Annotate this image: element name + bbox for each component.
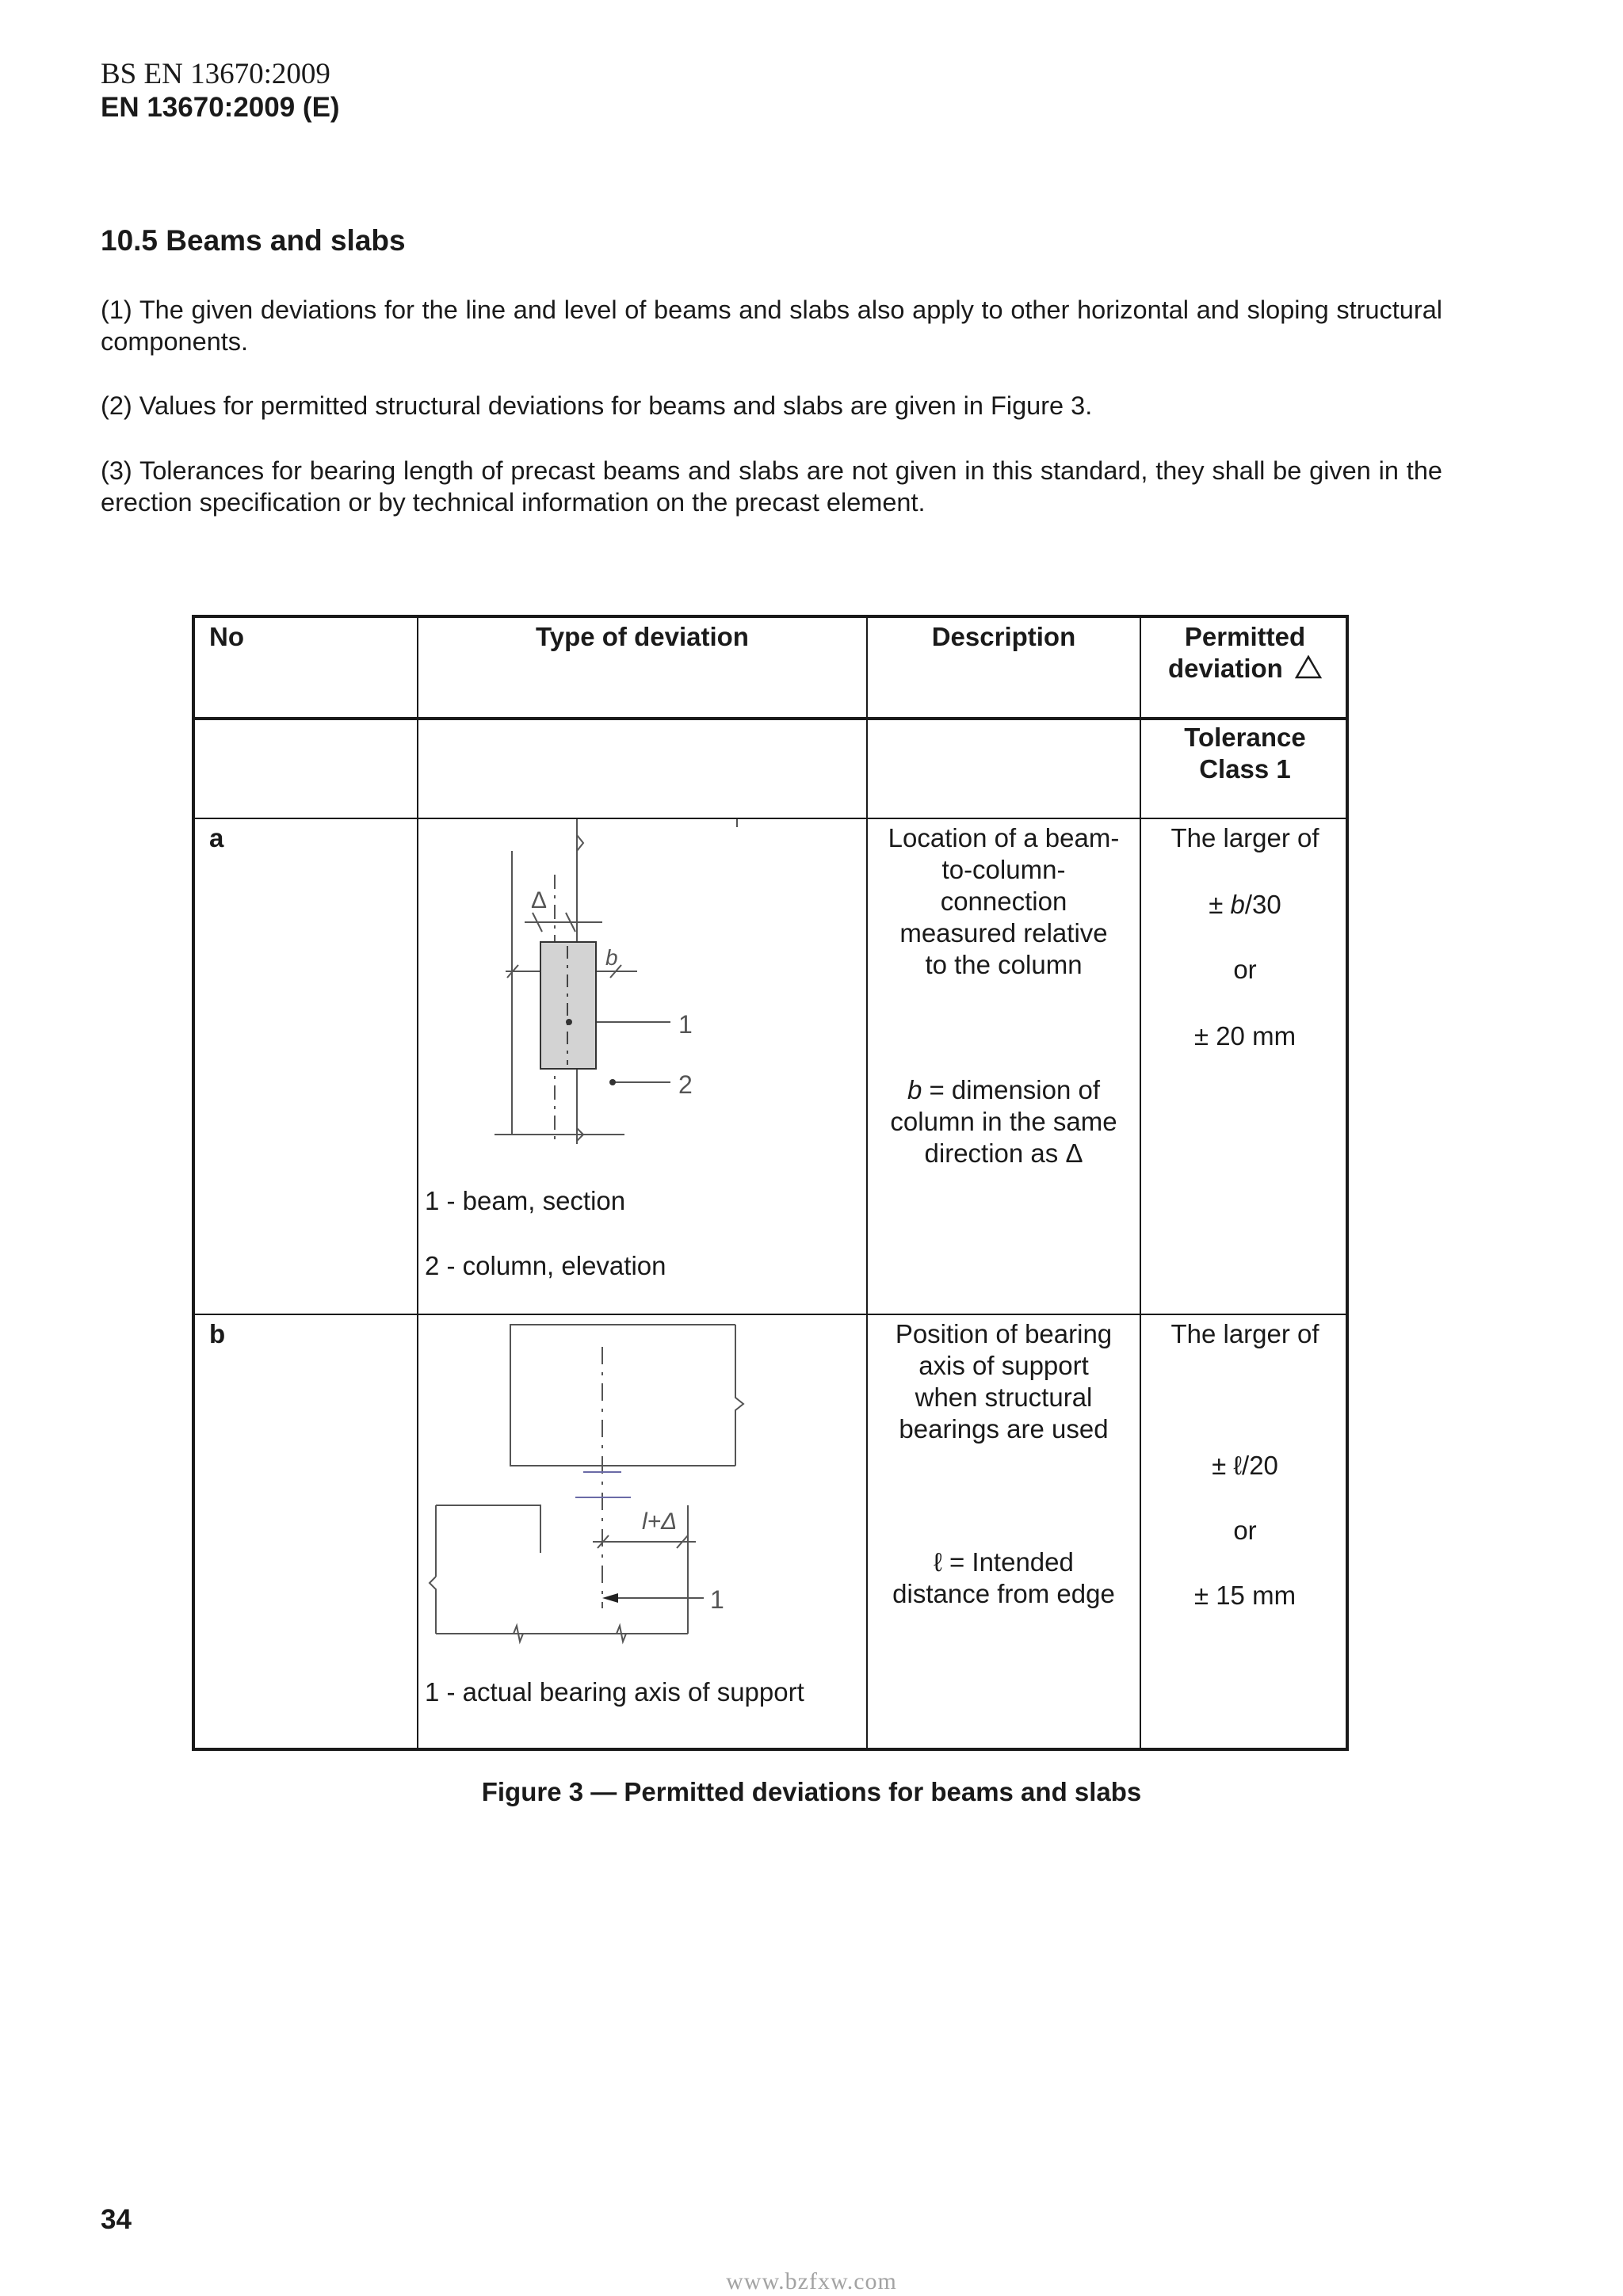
callout-1-label: 1 xyxy=(678,1010,693,1039)
row-b-legend-1: 1 - actual bearing axis of support xyxy=(425,1677,804,1707)
header-type-of-deviation: Type of deviation xyxy=(536,622,749,651)
paragraph-3: (3) Tolerances for bearing length of precast beams and slabs are not given in this standard, they shall be given in the erection specification or by technical information on the precast element. xyxy=(101,456,1442,517)
row-b-no: b xyxy=(209,1319,226,1348)
callout-1-label: 1 xyxy=(710,1585,724,1614)
row-a-b30 xyxy=(1141,889,1349,921)
note-text: = dimension of xyxy=(922,1075,1101,1104)
l-plus-delta-label: l+Δ xyxy=(642,1508,678,1535)
header-permitted-line1: Permitted xyxy=(1184,622,1306,651)
row-a-20mm: ± 20 mm xyxy=(1193,1021,1296,1051)
header-tolerance-class xyxy=(1141,722,1349,785)
header-description: Description xyxy=(931,622,1076,651)
row-b-note-line: distance from edge xyxy=(892,1579,1115,1608)
b-variable: b xyxy=(907,1075,922,1104)
row-a-larger-of: The larger of xyxy=(1170,823,1319,852)
row-a-legend-2: 2 - column, elevation xyxy=(425,1251,666,1280)
paragraph-1: (1) The given deviations for the line and level of beams and slabs also apply to other horizontal and sloping structural components. xyxy=(101,296,1442,356)
row-b-or: or xyxy=(1233,1516,1257,1545)
header-permitted-line2-wrap xyxy=(1141,653,1349,685)
row-a-desc-line: Location of a beam- xyxy=(888,823,1120,852)
header-tolerance-line2: Class 1 xyxy=(1199,754,1291,784)
standard-id-subheader: EN 13670:2009 (E) xyxy=(101,92,340,123)
header-permitted-deviation xyxy=(1141,621,1349,685)
pm-sign: ± xyxy=(1209,890,1231,919)
row-b-description-note xyxy=(868,1547,1140,1610)
beam-column-connection-diagram xyxy=(418,819,865,1310)
row-b-desc-line: bearings are used xyxy=(899,1414,1109,1444)
paragraph-2: (2) Values for permitted structural deviations for beams and slabs are given in Figure 3. xyxy=(101,391,1093,420)
header-no: No xyxy=(209,622,244,651)
row-a-note-line: direction as Δ xyxy=(924,1138,1083,1168)
row-a-legend-1: 1 - beam, section xyxy=(425,1186,626,1215)
header-tolerance-line1: Tolerance xyxy=(1184,723,1306,752)
deviations-table xyxy=(192,615,1349,1751)
section-title: 10.5 Beams and slabs xyxy=(101,224,406,257)
row-b-desc-line: Position of bearing xyxy=(895,1319,1113,1348)
header-divider xyxy=(195,717,1346,720)
row-a-note-line: column in the same xyxy=(890,1107,1117,1136)
row-b-l20: ± ℓ/20 xyxy=(1212,1451,1278,1480)
callout-2-label: 2 xyxy=(678,1070,693,1099)
row-b-note-line: ℓ = Intended xyxy=(934,1547,1074,1577)
b-label: b xyxy=(605,945,618,970)
figure-caption: Figure 3 — Permitted deviations for beams and slabs xyxy=(481,1777,1142,1806)
bearing-axis-diagram xyxy=(418,1315,865,1680)
row-b-15mm: ± 15 mm xyxy=(1193,1581,1296,1610)
row-a-description xyxy=(868,822,1140,981)
standard-id-header: BS EN 13670:2009 xyxy=(101,58,330,90)
row-a-no: a xyxy=(209,823,224,852)
delta-triangle-icon xyxy=(1295,655,1322,679)
row-a-description-note xyxy=(868,1074,1140,1169)
pm-rest: /30 xyxy=(1244,890,1281,919)
page-number: 34 xyxy=(101,2204,132,2235)
row-a-desc-line: measured relative xyxy=(899,918,1108,948)
row-a-desc-line: to the column xyxy=(925,950,1083,979)
b-variable: b xyxy=(1230,890,1245,919)
row-b-desc-line: when structural xyxy=(915,1383,1093,1412)
row-b-description xyxy=(868,1318,1140,1445)
delta-label: Δ xyxy=(531,887,548,913)
row-a-note-line xyxy=(868,1074,1140,1106)
header-permitted-line2: deviation xyxy=(1167,654,1283,683)
row-a-desc-line: to-column- xyxy=(941,855,1066,884)
row-a-desc-line: connection xyxy=(940,887,1067,916)
column-divider xyxy=(1140,618,1141,1748)
row-a-or: or xyxy=(1233,955,1257,984)
watermark: www.bzfxw.com xyxy=(726,2268,897,2294)
row-b-larger-of: The larger of xyxy=(1170,1319,1319,1348)
row-b-desc-line: axis of support xyxy=(918,1351,1089,1380)
